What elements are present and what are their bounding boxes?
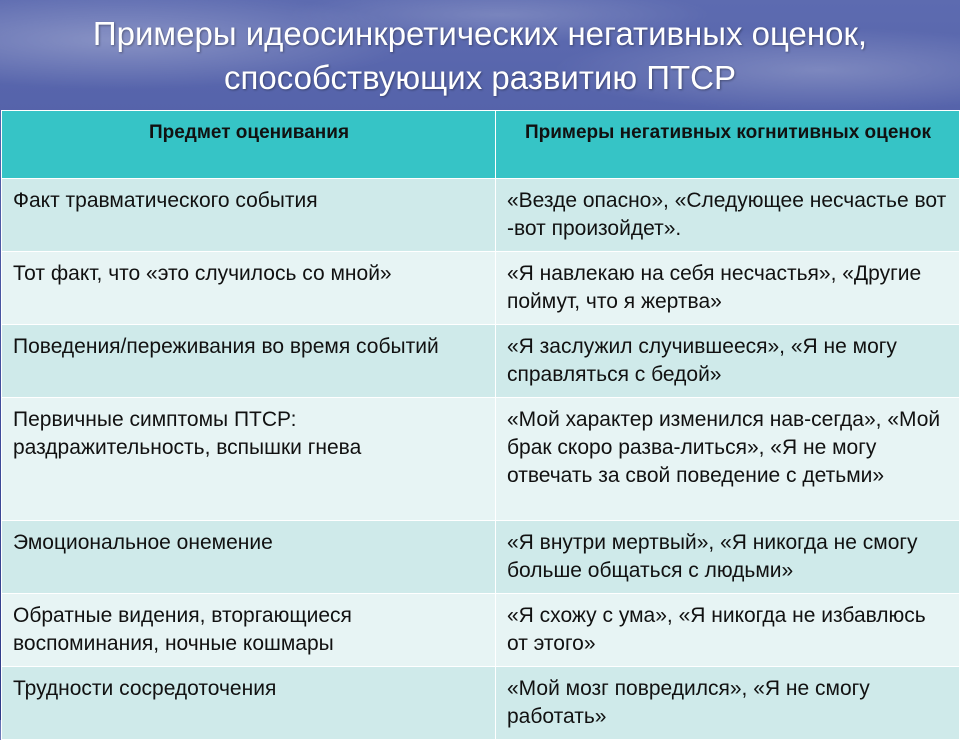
cell-examples: «Я схожу с ума», «Я никогда не избавлюсь от этого» [496,594,960,667]
slide-title-text: Примеры идеосинкретических негативных оценок, способствующих развитию ПТСР [92,15,868,96]
cell-examples: «Мой характер изменился нав-сегда», «Мой брак скоро разва-литься», «Я не могу отвечать за свой поведение с детьми» [496,398,960,521]
cell-subject: Поведения/переживания во время событий [2,325,496,398]
table-row [2,179,960,252]
cell-subject: Факт травматического события [2,179,496,252]
cell-examples: «Мой мозг повредился», «Я не смогу работать» [496,667,960,740]
table-row [2,252,960,325]
slide-title [0,8,960,104]
table-row [2,398,960,521]
cell-examples: «Я внутри мертвый», «Я никогда не смогу больше общаться с людьми» [496,521,960,594]
table-row [2,594,960,667]
cell-subject: Обратные видения, вторгающиеся воспоминания, ночные кошмары [2,594,496,667]
cell-examples: «Я навлекаю на себя несчастья», «Другие поймут, что я жертва» [496,252,960,325]
cell-subject: Первичные симптомы ПТСР: раздражительность, вспышки гнева [2,398,496,521]
cell-examples: «Я заслужил случившееся», «Я не могу справляться с бедой» [496,325,960,398]
evaluations-table [1,110,960,740]
cell-subject: Тот факт, что «это случилось со мной» [2,252,496,325]
cell-subject: Трудности сосредоточения [2,667,496,740]
header-subject: Предмет оценивания [2,111,496,179]
cell-examples: «Везде опасно», «Следующее несчастье вот -вот произойдет». [496,179,960,252]
table-row [2,521,960,594]
header-examples: Примеры негативных когнитивных оценок [496,111,960,179]
cell-subject: Эмоциональное онемение [2,521,496,594]
table-header-row [2,111,960,179]
table-row [2,667,960,740]
table-row [2,325,960,398]
